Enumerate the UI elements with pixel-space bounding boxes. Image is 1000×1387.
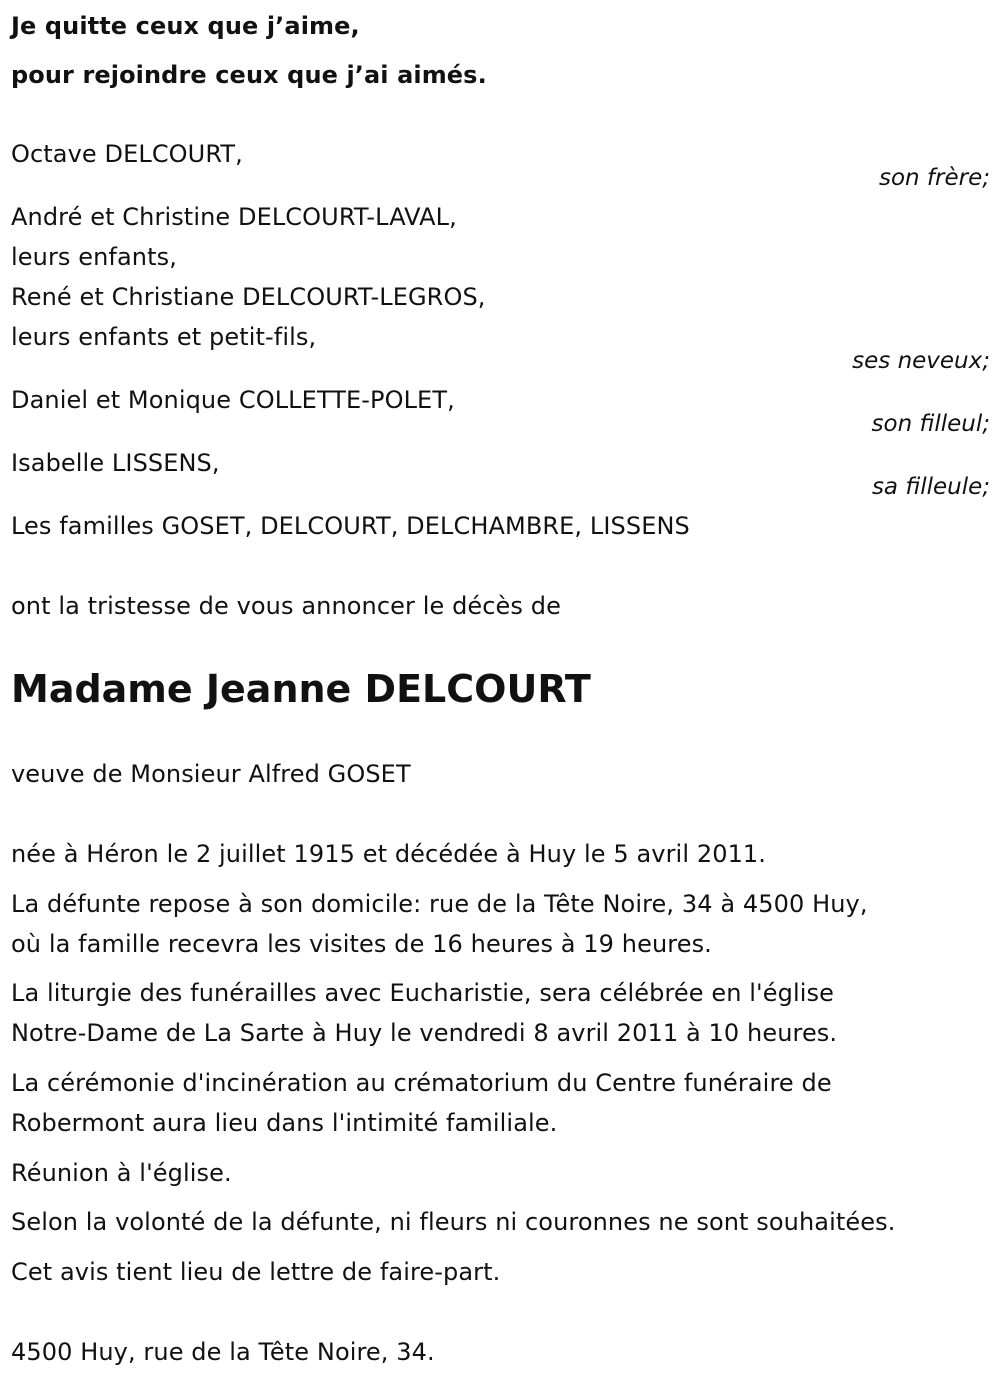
birth-death: née à Héron le 2 juillet 1915 et décédée à Huy le 5 avril 2011. [11, 840, 767, 868]
deceased-name: Madame Jeanne DELCOURT [11, 667, 591, 711]
relation-goddaughter: sa filleule; [871, 474, 990, 500]
epigraph-line-1: Je quitte ceux que j’aime, [11, 12, 360, 40]
family-octave: Octave DELCOURT, [11, 140, 243, 168]
cremation-line-1: La cérémonie d'incinération au crématorium du Centre funéraire de [11, 1069, 832, 1097]
address: 4500 Huy, rue de la Tête Noire, 34. [11, 1338, 435, 1366]
cremation-line-2: Robermont aura lieu dans l'intimité familiale. [11, 1109, 558, 1137]
family-rene-children: leurs enfants et petit-fils, [11, 323, 317, 351]
widow-of: veuve de Monsieur Alfred GOSET [11, 760, 411, 788]
family-daniel: Daniel et Monique COLLETTE-POLET, [11, 386, 455, 414]
liturgy-line-2: Notre-Dame de La Sarte à Huy le vendredi 8 avril 2011 à 10 heures. [11, 1019, 838, 1047]
rest-line-2: où la famille recevra les visites de 16 heures à 19 heures. [11, 930, 712, 958]
family-rene: René et Christiane DELCOURT-LEGROS, [11, 283, 486, 311]
notice: Cet avis tient lieu de lettre de faire-part. [11, 1258, 501, 1286]
family-andre-children: leurs enfants, [11, 243, 177, 271]
relation-brother: son frère; [878, 165, 990, 191]
family-isabelle: Isabelle LISSENS, [11, 449, 220, 477]
relation-nephews: ses neveux; [852, 348, 990, 374]
family-families: Les familles GOSET, DELCOURT, DELCHAMBRE, LISSENS [11, 512, 690, 540]
flowers: Selon la volonté de la défunte, ni fleurs ni couronnes ne sont souhaitées. [11, 1208, 896, 1236]
relation-godson: son filleul; [871, 411, 990, 437]
rest-line-1: La défunte repose à son domicile: rue de la Tête Noire, 34 à 4500 Huy, [11, 890, 868, 918]
epigraph-line-2: pour rejoindre ceux que j’ai aimés. [11, 61, 487, 89]
meeting: Réunion à l'église. [11, 1159, 232, 1187]
family-andre: André et Christine DELCOURT-LAVAL, [11, 203, 457, 231]
announcement: ont la tristesse de vous annoncer le décès de [11, 592, 561, 620]
liturgy-line-1: La liturgie des funérailles avec Eucharistie, sera célébrée en l'église [11, 979, 834, 1007]
